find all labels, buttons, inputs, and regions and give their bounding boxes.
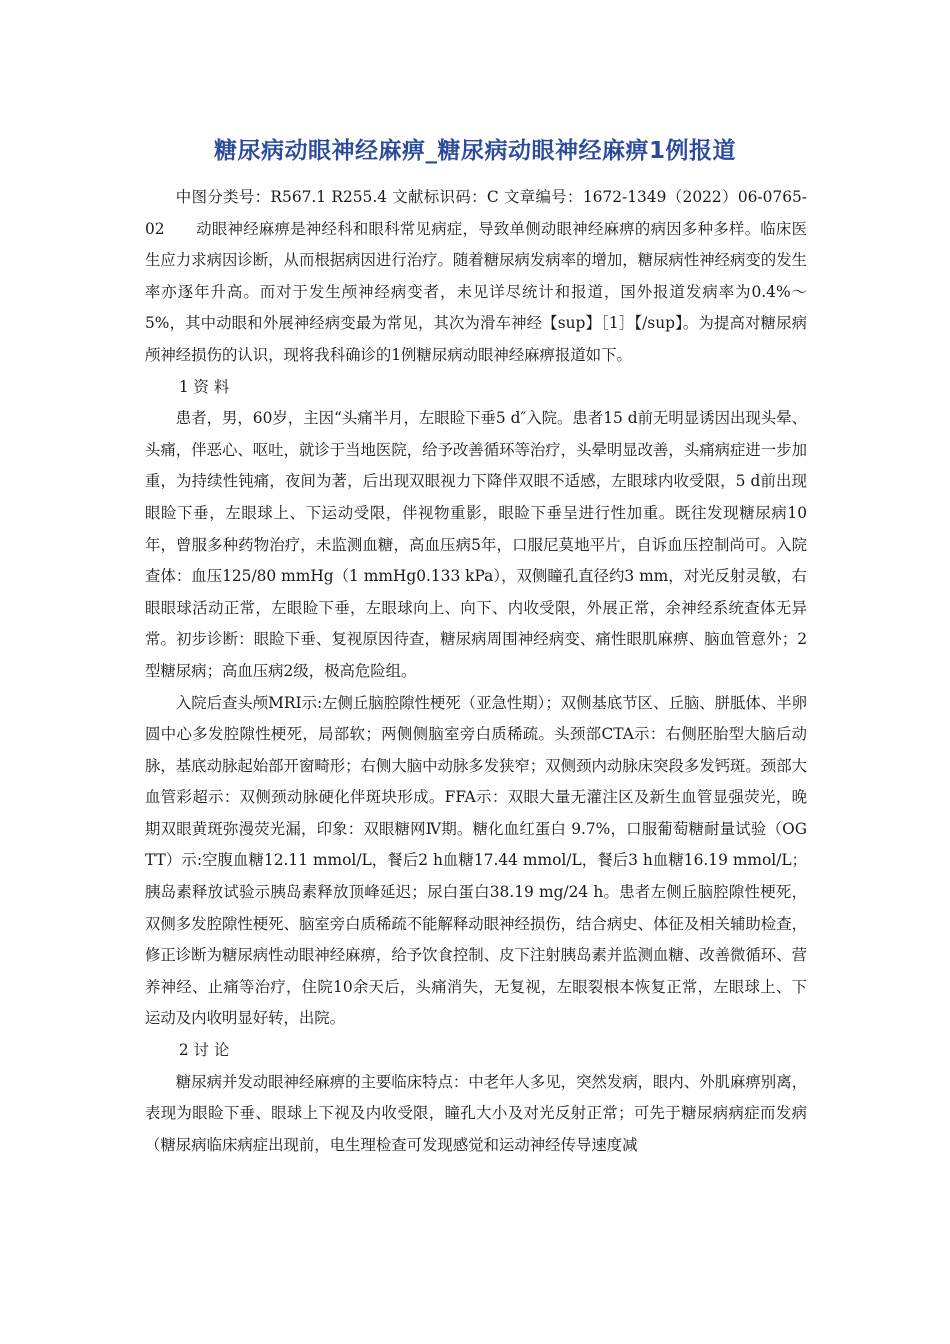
document-title: 糖尿病动眼神经麻痹_糖尿病动眼神经麻痹1例报道 xyxy=(213,138,736,164)
paragraph-discussion: 糖尿病并发动眼神经麻痹的主要临床特点：中老年人多见，突然发病，眼内、外肌麻痹别离，表现为眼睑下垂、眼球上下视及内收受限，瞳孔大小及对光反射正常；可先于糖尿病病症而发病（糖尿病临床病症出现前，电生理检查可发现感觉和运动神经传导速度减 xyxy=(145,1072,807,1154)
paragraph-case-history: 患者，男，60岁，主因“头痛半月，左眼睑下垂5 d″入院。患者15 d前无明显诱因出现头晕、头痛，伴恶心、呕吐，就诊于当地医院，给予改善循环等治疗，头晕明显改善，头痛病症进一步加重，为持续性钝痛，夜间为著，后出现双眼视力下降伴双眼不适感，左眼球内收受限，5 d前出现眼睑下垂，左眼球上、下运动受限，伴视物重影，眼睑下垂呈进行性加重。既往发现糖尿病10年，曾服多种药物治疗，未监测血糖，高血压病5年，口服尼莫地平片，自诉血压控制尚可。入院查体：血压125/80 mmHg（1 mmHg0.133 kPa），双侧瞳孔直径约3 mm，对光反射灵敏，右眼眼球活动正常，左眼睑下垂，左眼球向上、向下、内收受限，外展正常，余神经系统查体无异常。初步诊断：眼睑下垂、复视原因待查，糖尿病周围神经病变、痛性眼肌麻痹、脑血管意外；2型糖尿病；高血压病2级，极高危险组。 xyxy=(145,409,807,680)
document-body xyxy=(145,182,807,1161)
paragraph-examination: 入院后查头颅MRI示:左侧丘脑腔隙性梗死（亚急性期）；双侧基底节区、丘脑、胼胝体、半卵圆中心多发腔隙性梗死，局部软；两侧侧脑室旁白质稀疏。头颈部CTA示：右侧胚胎型大脑后动脉，基底动脉起始部开窗畸形；右侧大脑中动脉多发狭窄；双侧颈内动脉床突段多发钙斑。颈部大血管彩超示：双侧颈动脉硬化伴斑块形成。FFA示：双眼大量无灌注区及新生血管显强荧光，晚期双眼黄斑弥漫荧光漏，印象：双眼糖网Ⅳ期。糖化血红蛋白 9.7%，口服葡萄糖耐量试验（OGTT）示:空腹血糖12.11 mmol/L，餐后2 h血糖17.44 mmol/L，餐后3 h血糖16.19 mmol/L；胰岛素释放试验示胰岛素释放顶峰延迟；尿白蛋白38.19 mg/24 h。患者左侧丘脑腔隙性梗死，双侧多发腔隙性梗死、脑室旁白质稀疏不能解释动眼神经损伤，结合病史、体征及相关辅助检查，修正诊断为糖尿病性动眼神经麻痹，给予饮食控制、皮下注射胰岛素并监测血糖、改善微循环、营养神经、止痛等治疗，住院10余天后，头痛消失，无复视，左眼裂根本恢复正常，左眼球上、下运动及内收明显好转，出院。 xyxy=(145,693,807,1028)
section-heading-materials: 1 资 料 xyxy=(178,377,230,396)
section-heading-discussion: 2 讨 论 xyxy=(178,1041,230,1060)
paragraph-intro: 中图分类号：R567.1 R255.4 文献标识码：C 文章编号：1672-1349（2022）06-0765-02 动眼神经麻痹是神经科和眼科常见病症，导致单侧动眼神经麻痹的病因多种多样。临床医生应力求病因诊断，从而根据病因进行治疗。随着糖尿病发病率的增加，糖尿病性神经病变的发生率亦逐年升高。而对于发生颅神经病变者，未见详尽统计和报道，国外报道发病率为0.4%～5%，其中动眼和外展神经病变最为常见，其次为滑车神经【sup】［1］【/sup】。为提高对糖尿病颅神经损伤的认识，现将我科确诊的1例糖尿病动眼神经麻痹报道如下。 xyxy=(145,188,807,364)
